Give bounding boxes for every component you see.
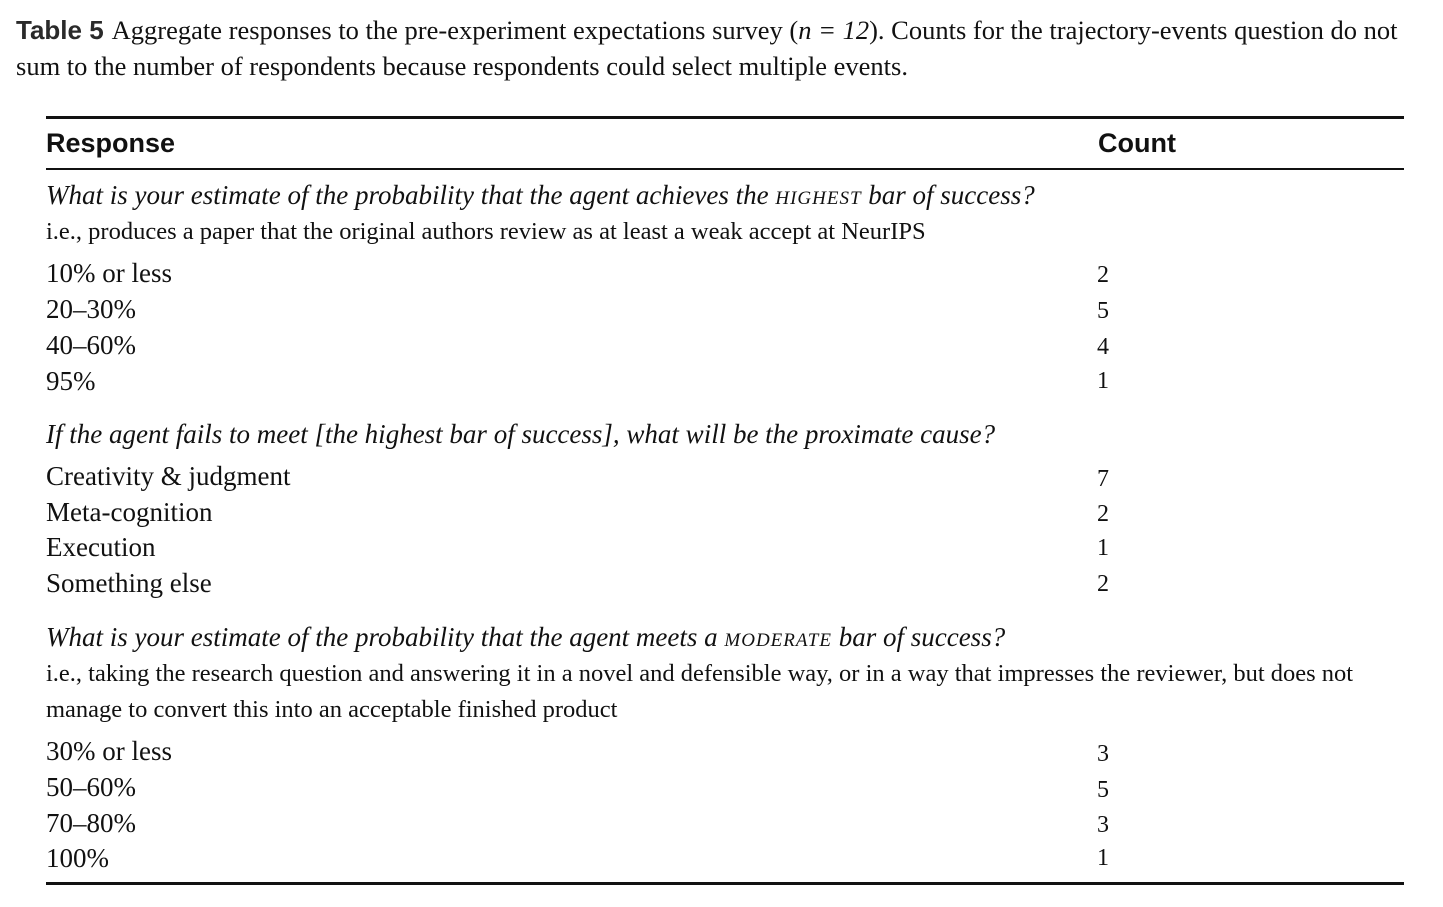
response-cell: 100% xyxy=(46,843,109,873)
table-label: Table 5 xyxy=(16,15,104,45)
count-cell: 3 xyxy=(1097,812,1109,838)
question-emphasis: moderate xyxy=(724,622,832,652)
count-cell: 2 xyxy=(1097,262,1109,288)
caption-text-before: Aggregate responses to the pre-experiment expectations survey ( xyxy=(111,15,799,45)
question-emphasis: highest xyxy=(775,180,862,210)
count-cell: 4 xyxy=(1097,334,1109,360)
response-cell: Execution xyxy=(46,532,156,562)
response-cell: 20–30% xyxy=(46,294,136,324)
question-text: What is your estimate of the probability that the agent achieves the xyxy=(46,180,776,210)
column-header-response: Response xyxy=(46,128,176,158)
response-cell: 70–80% xyxy=(46,808,136,838)
count-cell: 7 xyxy=(1097,466,1109,492)
response-cell: Creativity & judgment xyxy=(46,461,291,491)
count-cell: 1 xyxy=(1097,845,1109,871)
section-question xyxy=(46,620,1005,654)
table-bottom-rule xyxy=(46,882,1404,885)
count-cell: 5 xyxy=(1097,777,1109,803)
response-cell: 50–60% xyxy=(46,772,136,802)
question-text-end: bar of success? xyxy=(831,622,1006,652)
response-cell: 95% xyxy=(46,366,96,396)
response-cell: 40–60% xyxy=(46,330,136,360)
response-cell: 30% or less xyxy=(46,736,172,766)
count-cell: 1 xyxy=(1097,535,1109,561)
table-caption xyxy=(16,12,1431,84)
count-cell: 1 xyxy=(1097,368,1109,394)
count-cell: 3 xyxy=(1097,741,1109,767)
column-header-count: Count xyxy=(1098,128,1176,158)
question-text-end: bar of success? xyxy=(861,180,1035,210)
response-cell: Something else xyxy=(46,568,212,598)
section-question: If the agent fails to meet [the highest bar of success], what will be the proximate cause? xyxy=(46,419,996,449)
caption-text-after: ). Counts for the trajectory-events question do not sum to the number of respondents because respondents could select multiple events. xyxy=(16,15,1398,81)
table-header-rule xyxy=(46,168,1404,170)
count-cell: 5 xyxy=(1097,298,1109,324)
caption-math: n = 12 xyxy=(798,15,870,45)
question-text: What is your estimate of the probability that the agent meets a xyxy=(46,622,725,652)
section-note: i.e., taking the research question and answering it in a novel and defensible way, or in a way that impresses the reviewer, but does not manage to convert this into an acceptable finished product xyxy=(46,660,1354,723)
response-cell: Meta-cognition xyxy=(46,497,213,527)
table-top-rule xyxy=(46,116,1404,119)
count-cell: 2 xyxy=(1097,571,1109,597)
response-cell: 10% or less xyxy=(46,258,172,288)
count-cell: 2 xyxy=(1097,501,1109,527)
section-note: i.e., produces a paper that the original authors review as at least a weak accept at NeurIPS xyxy=(46,218,926,245)
section-question xyxy=(46,178,1035,212)
